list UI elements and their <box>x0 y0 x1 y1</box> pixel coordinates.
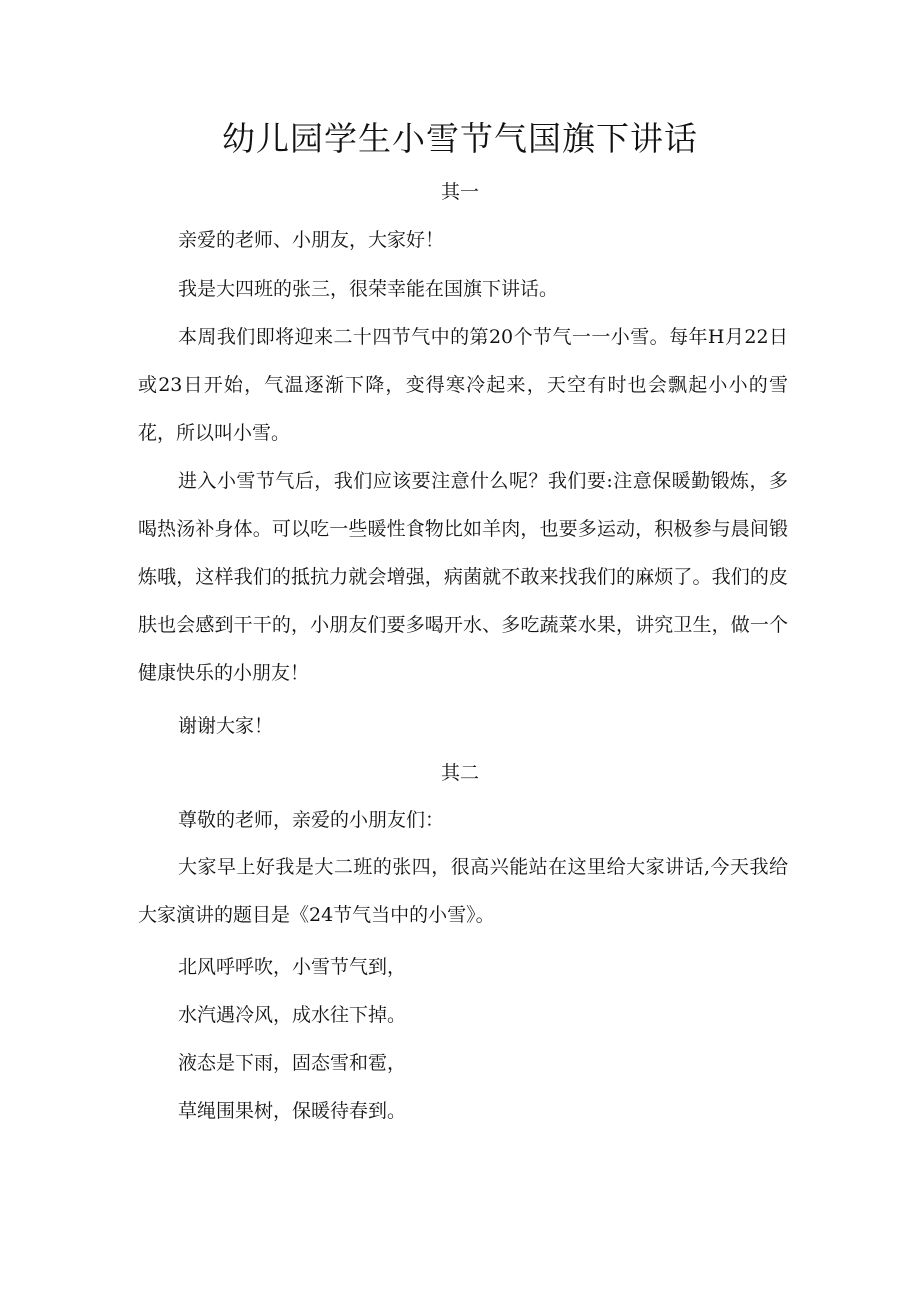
paragraph-solar-term: 本周我们即将迎来二十四节气中的第20个节气一一小雪。每年H月22日或23日开始，气温逐渐下降，变得寒冷起来，天空有时也会飘起小小的雪花，所以叫小雪。 <box>138 326 788 444</box>
intro-2: 大家早上好我是大二班的张四，很高兴能站在这里给大家讲话,今天我给大家演讲的题目是《24节气当中的小雪》。 <box>138 856 788 926</box>
greeting-1: 亲爱的老师、小朋友，大家好！ <box>178 229 445 251</box>
document-title: 幼儿园学生小雪节气国旗下讲话 <box>222 119 698 158</box>
poem-line-3: 液态是下雨，固态雪和雹， <box>178 1052 407 1074</box>
intro-1: 我是大四班的张三，很荣幸能在国旗下讲话。 <box>178 278 559 300</box>
poem-line-2: 水汽遇冷风，成水往下掉。 <box>178 1004 407 1026</box>
poem-line-4: 草绳围果树，保暖待春到。 <box>178 1100 407 1122</box>
section-heading-1: 其一 <box>440 181 479 203</box>
poem-line-1: 北风呼呼吹，小雪节气到， <box>178 956 407 978</box>
paragraph-advice: 进入小雪节气后，我们应该要注意什么呢？我们要:注意保暖勤锻炼，多喝热汤补身体。可以吃一些暖性食物比如羊肉，也要多运动，积极参与晨间锻炼哦，这样我们的抵抗力就会增强，病菌就不敢来找我们的麻烦了。我们的皮肤也会感到干干的，小朋友们要多喝开水、多吃蔬菜水果，讲究卫生，做一个健康快乐的小朋友！ <box>138 470 788 684</box>
thanks-line: 谢谢大家！ <box>178 715 274 737</box>
section-heading-2: 其二 <box>440 762 479 784</box>
greeting-2: 尊敬的老师，亲爱的小朋友们： <box>178 809 445 831</box>
